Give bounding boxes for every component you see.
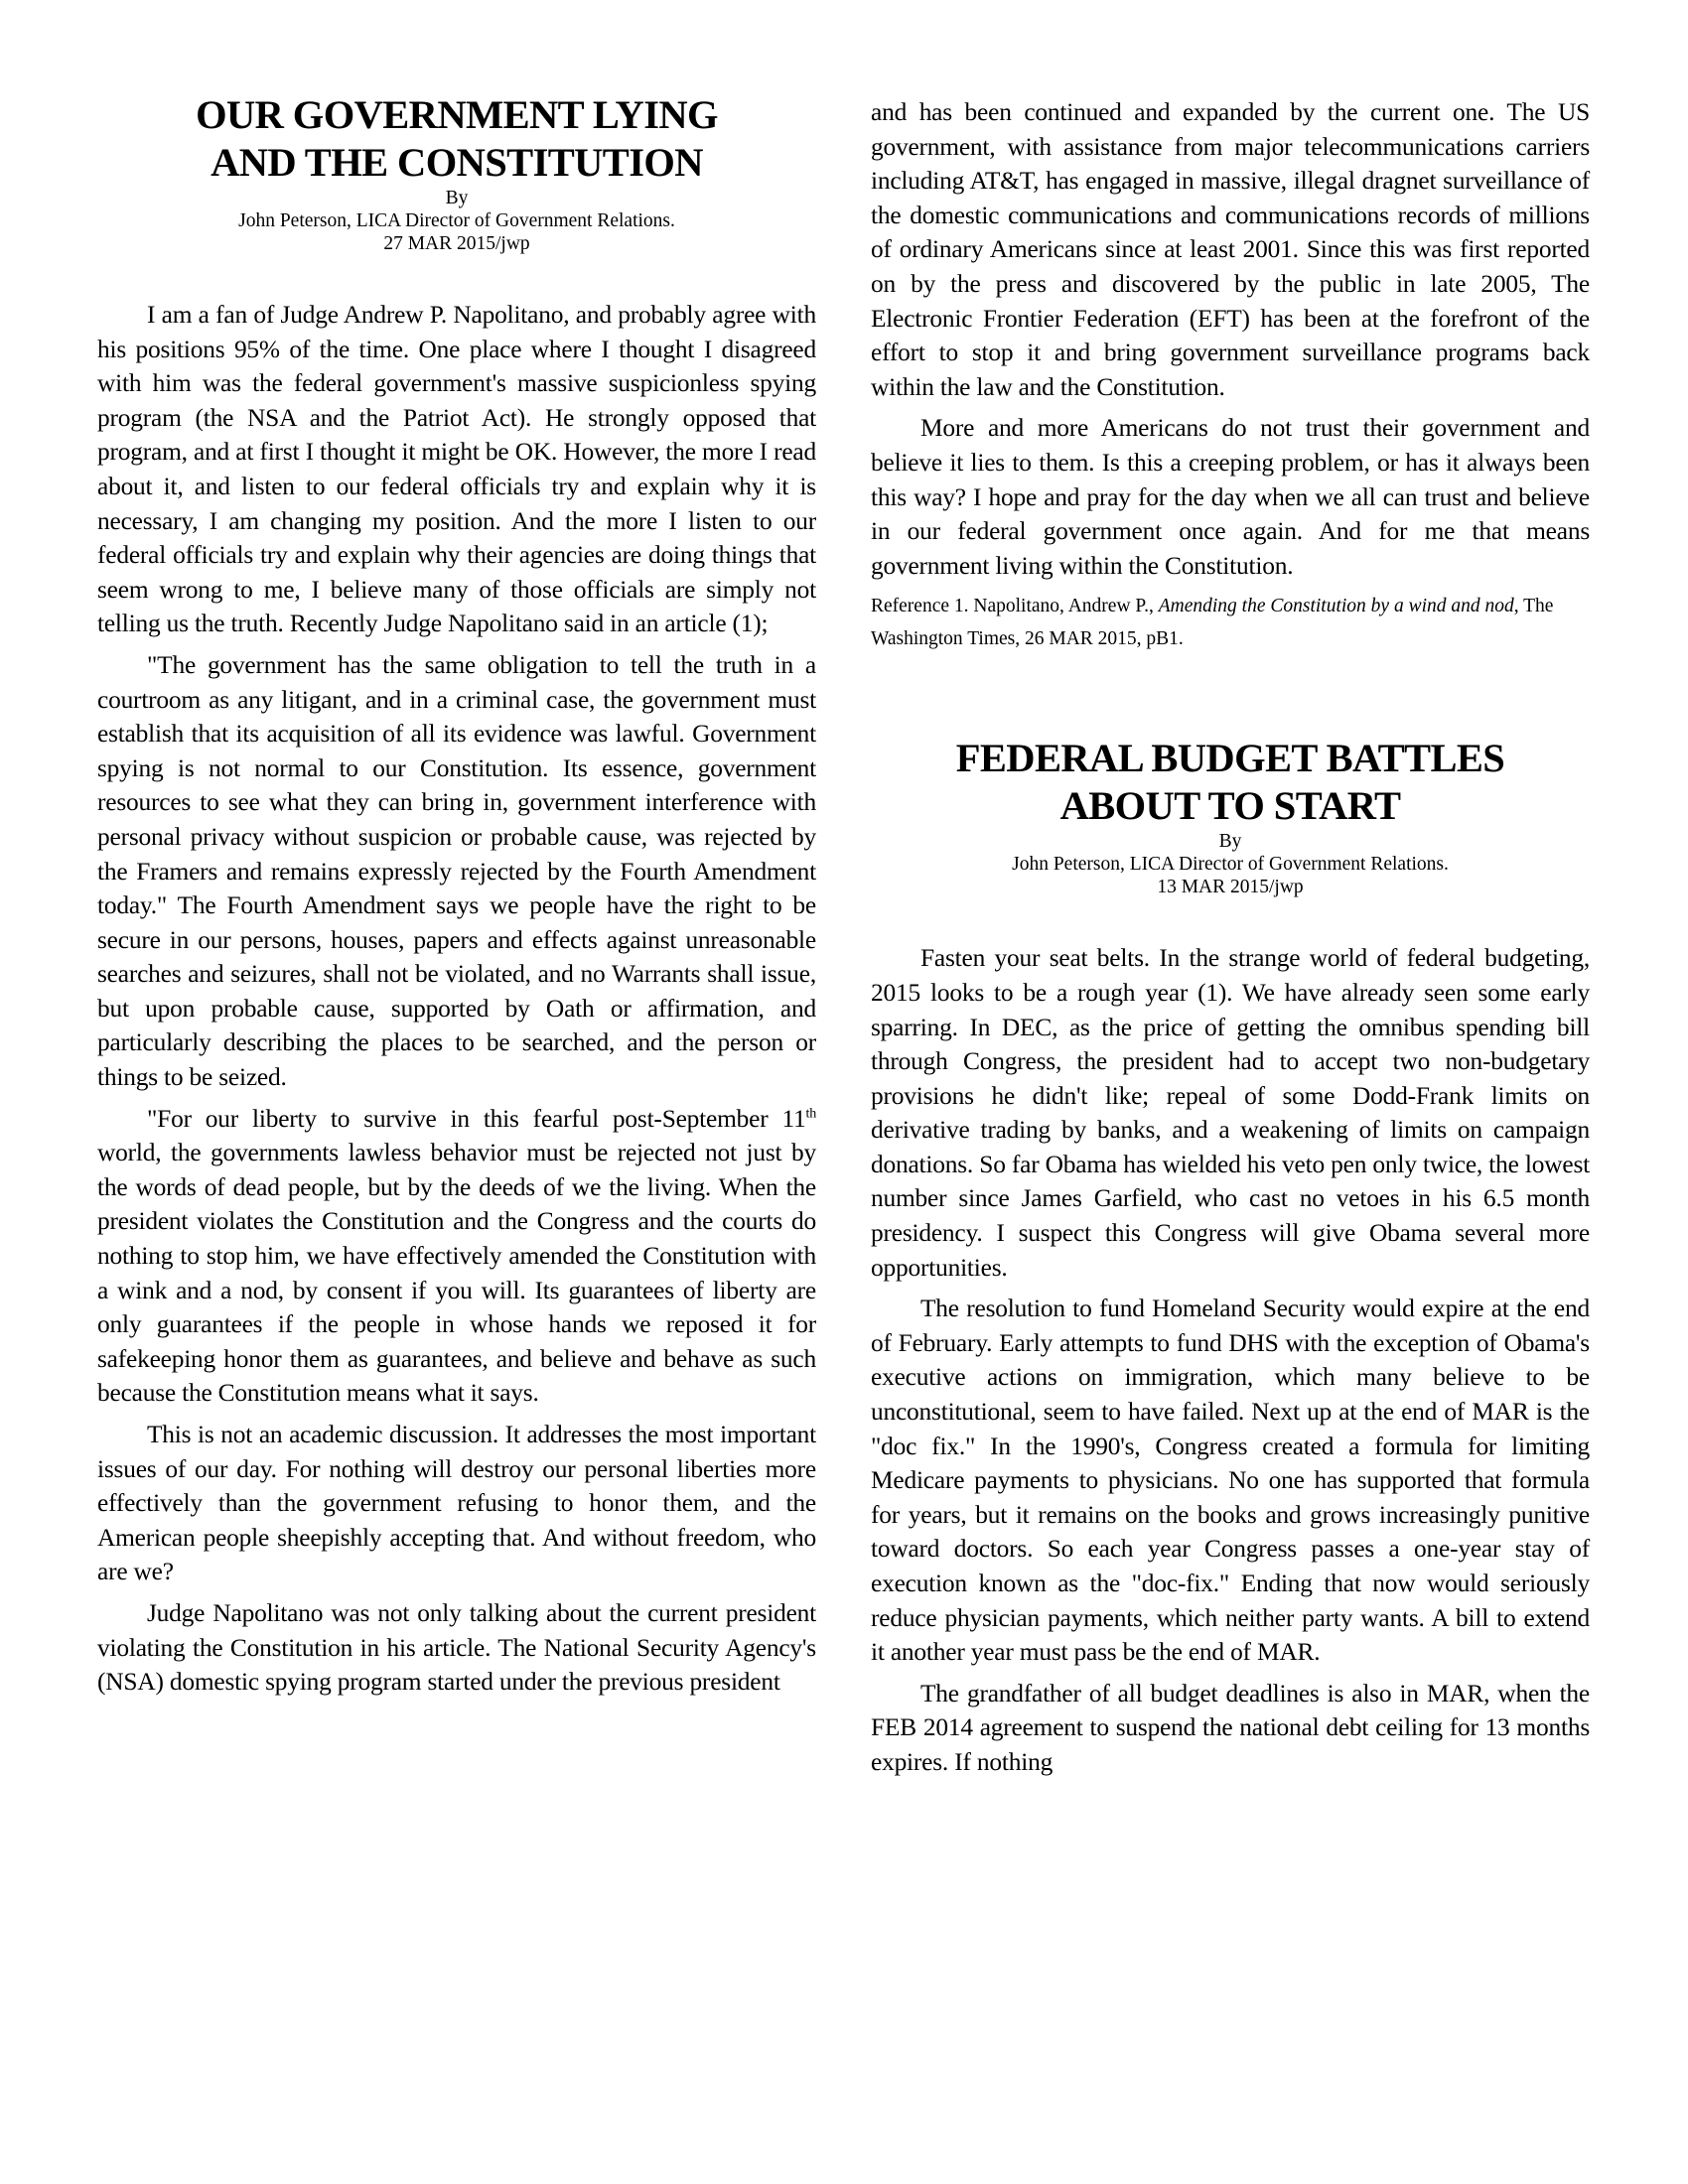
left-column (97, 91, 816, 1706)
reference-citation: Reference 1. Napolitano, Andrew P., Amending the Constitution by a wind and nod, The Washington Times, 26 MAR 2015, pB1. (871, 596, 1554, 650)
byline-by: By (1218, 831, 1242, 853)
title-line-2: AND THE CONSTITUTION (211, 140, 703, 185)
byline-author: John Peterson, LICA Director of Government Relations. (1012, 854, 1449, 876)
paragraph: More and more Americans do not trust their government and believe it lies to them. Is this a creeping problem, or has it always been this way? I hope and pray for the day when we all can trust and believe in our federal government once again. And for me that means government living within the Constitution. (871, 414, 1590, 580)
right-column (871, 95, 1590, 1787)
paragraph-continued: Judge Napolitano was not only talking about the current president violating the Constitution in his article. The National Security Agency's (NSA) domestic spying program started under the previous president (97, 1598, 816, 1697)
article-federal-budget (871, 735, 1590, 1779)
byline-author: John Peterson, LICA Director of Government Relations. (238, 210, 675, 231)
title-line-1: OUR GOVERNMENT LYING (196, 92, 718, 137)
title-line-1: FEDERAL BUDGET BATTLES (955, 736, 1505, 781)
paragraph-continuation: and has been continued and expanded by the current one. The US government, with assistance from major telecommunications carriers including AT&T, has engaged in massive, illegal dragnet surveillance of the domestic communications and communications records of millions of ordinary Americans since at least 2001. Since this was first reported on by the press and discovered by the public in late 2005, The Electronic Frontier Federation (EFT) has been at the forefront of the effort to stop it and bring government surveillance programs back within the law and the Constitution. (871, 98, 1590, 401)
paragraph: I am a fan of Judge Andrew P. Napolitano, and probably agree with his positions 95% of the time. One place where I thought I disagreed with him was the federal government's massive suspicionless spying program (the NSA and the Patriot Act). He strongly opposed that program, and at first I thought it might be OK. However, the more I read about it, and listen to our federal officials try and explain why it is necessary, I am changing my position. And the more I listen to our federal officials try and explain why their agencies are doing things that seem wrong to me, I believe many of those officials are simply not telling us the truth. Recently Judge Napolitano said in an article (1); (97, 301, 816, 638)
byline-by: By (445, 188, 469, 208)
paragraph: The resolution to fund Homeland Security would expire at the end of February. Early attempts to fund DHS with the exception of Obama's executive actions on immigration, which many believe to be unconstitutional, seem to have failed. Next up at the end of MAR is the "doc fix." In the 1990's, Congress created a formula for limiting Medicare payments to physicians. No one has supported that formula for years, but it remains on the books and grows increasingly punitive toward doctors. So each year Congress passes a one-year stay of execution known as the "doc-fix." Ending that now would seriously reduce physician payments, which neither party wants. A bill to extend it another year must pass be the end of MAR. (871, 1295, 1590, 1667)
article-title (97, 91, 816, 187)
byline-date: 27 MAR 2015/jwp (383, 233, 530, 254)
paragraph-quote-1: "The government has the same obligation to tell the truth in a courtroom as any litigant, and in a criminal case, the government must establish that its acquisition of all its evidence was lawful. Government spying is not normal to our Constitution. Its essence, government resources to see what they can bring in, government interference with personal privacy without suspicion or probable cause, was rejected by the Framers and remains expressly rejected by the Fourth Amendment today." The Fourth Amendment says we people have the right to be secure in our persons, houses, papers and effects against unreasonable searches and seizures, shall not be violated, and no Warrants shall issue, but upon probable cause, supported by Oath or affirmation, and particularly describing the places to be searched, and the person or things to be seized. (97, 650, 816, 1092)
article-government-lying (97, 91, 816, 1700)
title-line-2: ABOUT TO START (1059, 783, 1401, 829)
paragraph: This is not an academic discussion. It addresses the most important issues of our day. For nothing will destroy our personal liberties more effectively than the government refusing to honor them, and the American people sheepishly accepting that. And without freedom, who are we? (97, 1421, 816, 1586)
paragraph: Fasten your seat belts. In the strange world of federal budgeting, 2015 looks to be a rough year (1). We have already seen some early sparring. In DEC, as the price of getting the omnibus spending bill through Congress, the president had to accept two non-budgetary provisions he didn't like; repeal of some Dodd-Frank limits on derivative trading by banks, and a weakening of limits on campaign donations. So far Obama has wielded his veto pen only twice, the lowest number since James Garfield, who cast no vetoes in his 6.5 month presidency. I suspect this Congress will give Obama several more opportunities. (871, 944, 1590, 1282)
byline-date: 13 MAR 2015/jwp (1157, 877, 1304, 898)
paragraph: The grandfather of all budget deadlines is also in MAR, when the FEB 2014 agreement to suspend the national debt ceiling for 13 months expires. If nothing (871, 1679, 1590, 1776)
paragraph-quote-2: "For our liberty to survive in this fearful post-September 11th world, the governments lawless behavior must be rejected not just by the words of dead people, but by the deeds of we the living. When the president violates the Constitution and the Congress and the courts do nothing to stop him, we have effectively amended the Constitution with a wink and a nod, by consent if you will. Its guarantees of liberty are only guarantees if the people in whose hands we reposed it for safekeeping honor them as guarantees, and believe and behave as such because the Constitution means what it says. (97, 1104, 816, 1408)
article-title (871, 735, 1590, 830)
